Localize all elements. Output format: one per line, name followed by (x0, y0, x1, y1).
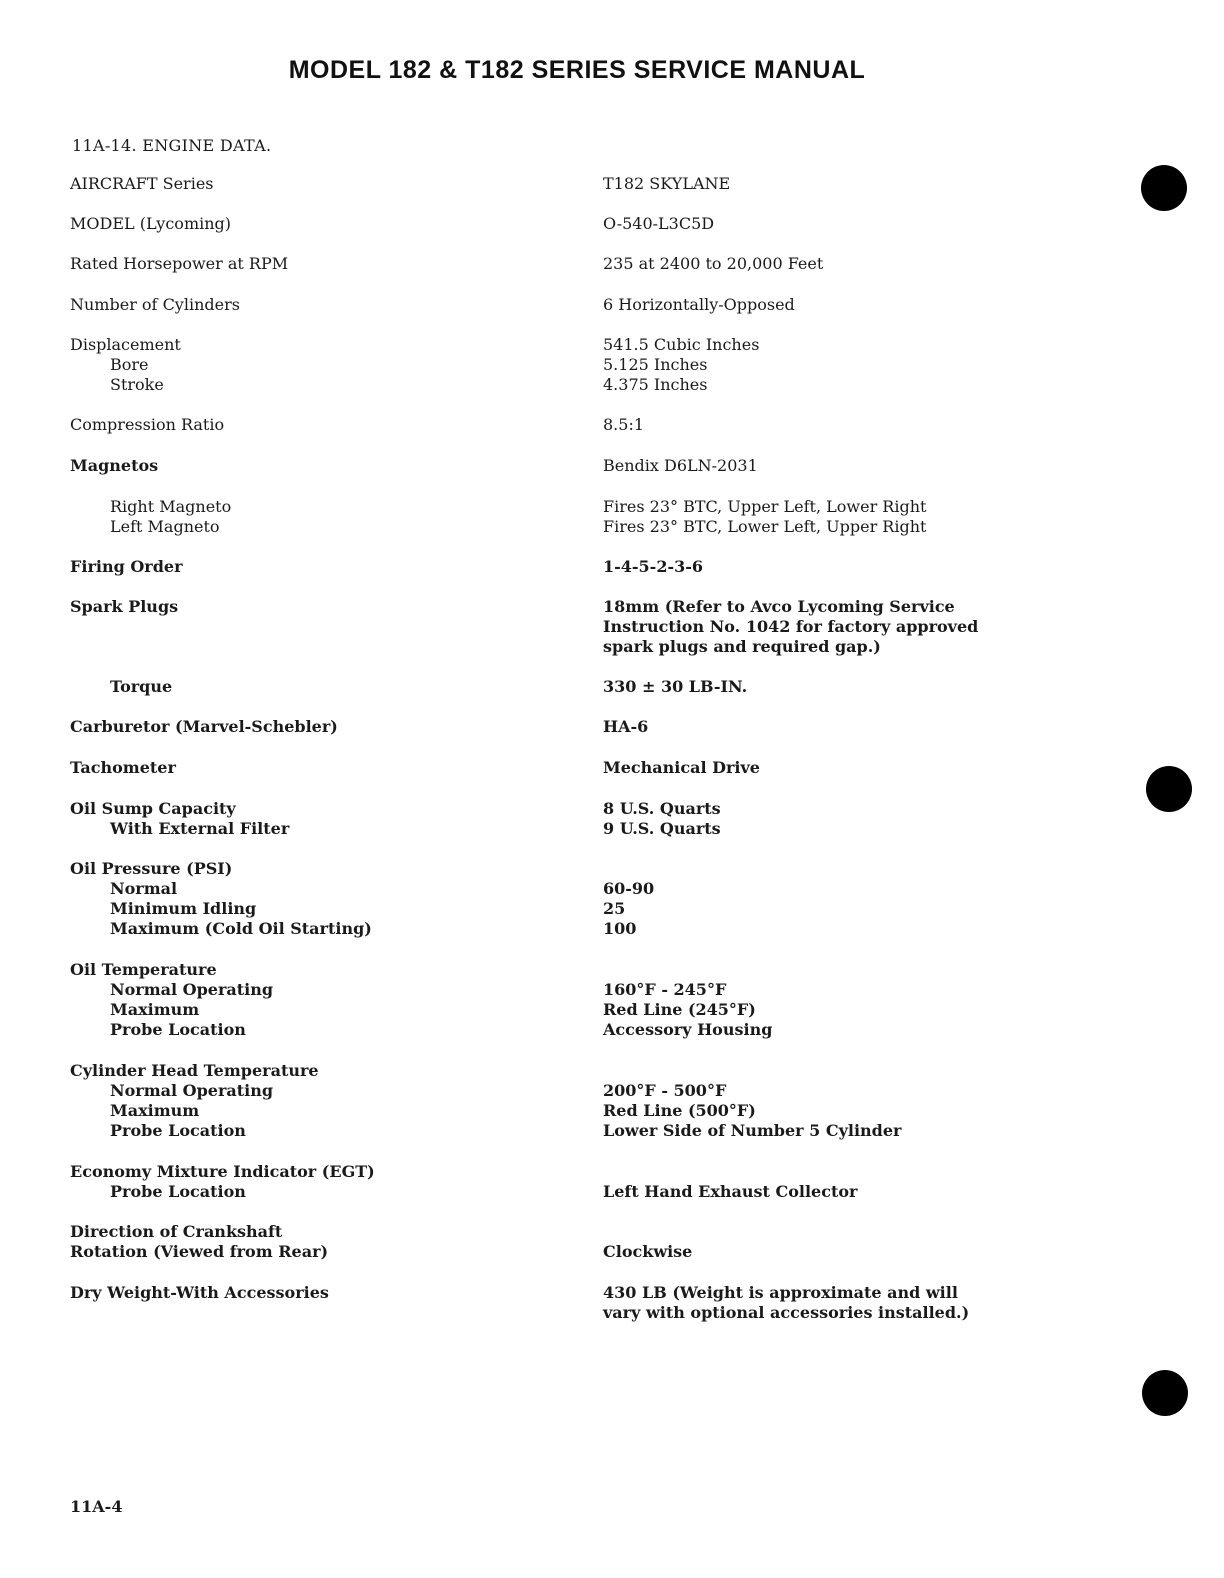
row-value: 60-90 (603, 879, 655, 898)
row-sublabel: With External Filter (110, 819, 290, 838)
row-value: Fires 23° BTC, Upper Left, Lower Right (603, 497, 927, 516)
row-label: Displacement (70, 335, 181, 354)
row-value: 8.5:1 (603, 415, 645, 434)
row-label: Tachometer (70, 758, 176, 777)
row-label: Compression Ratio (70, 415, 225, 434)
row-value: Lower Side of Number 5 Cylinder (603, 1121, 902, 1140)
row-value: Bendix D6LN-2031 (603, 456, 758, 475)
row-label: Number of Cylinders (70, 295, 240, 314)
row-value: HA-6 (603, 717, 649, 736)
row-value: 100 (603, 919, 637, 938)
row-value: 5.125 Inches (603, 355, 708, 374)
row-sublabel: Bore (110, 355, 149, 374)
page-number: 11A-4 (70, 1497, 123, 1516)
row-label: Magnetos (70, 456, 159, 475)
row-value: Clockwise (603, 1242, 693, 1261)
row-value: Fires 23° BTC, Lower Left, Upper Right (603, 517, 927, 536)
row-value: 9 U.S. Quarts (603, 819, 721, 838)
row-label: Oil Pressure (PSI) (70, 859, 233, 878)
row-label: Direction of Crankshaft (70, 1222, 283, 1241)
binder-hole-top (1141, 165, 1187, 211)
row-value: 6 Horizontally-Opposed (603, 295, 795, 314)
row-label: Rotation (Viewed from Rear) (70, 1242, 329, 1261)
row-value: 8 U.S. Quarts (603, 799, 721, 818)
row-sublabel: Left Magneto (110, 517, 220, 536)
row-sublabel: Normal Operating (110, 980, 274, 999)
row-value: 330 ± 30 LB-IN. (603, 677, 748, 696)
row-value: O-540-L3C5D (603, 214, 715, 233)
row-value (603, 859, 1003, 879)
row-value: Accessory Housing (603, 1020, 773, 1039)
row-value: Red Line (245°F) (603, 1000, 756, 1019)
row-value: Mechanical Drive (603, 758, 760, 777)
row-value: Red Line (500°F) (603, 1101, 756, 1120)
binder-hole-bottom (1142, 1370, 1188, 1416)
row-value (603, 1222, 1003, 1242)
row-label: AIRCRAFT Series (70, 174, 214, 193)
row-sublabel: Torque (110, 677, 173, 696)
row-label: Dry Weight-With Accessories (70, 1283, 329, 1302)
row-value (603, 1061, 1003, 1081)
row-value: Instruction No. 1042 for factory approved (603, 617, 979, 636)
row-sublabel: Normal Operating (110, 1081, 274, 1100)
row-label: Spark Plugs (70, 597, 179, 616)
row-label: Carburetor (Marvel-Schebler) (70, 717, 338, 736)
row-label: Firing Order (70, 557, 183, 576)
row-label: MODEL (Lycoming) (70, 214, 232, 233)
row-value (603, 1162, 1003, 1182)
binder-hole-middle (1146, 766, 1192, 812)
row-label: Economy Mixture Indicator (EGT) (70, 1162, 375, 1181)
row-sublabel: Probe Location (110, 1020, 246, 1039)
row-label: Oil Sump Capacity (70, 799, 236, 818)
row-value: 235 at 2400 to 20,000 Feet (603, 254, 824, 273)
row-value: 25 (603, 899, 626, 918)
row-value: 18mm (Refer to Avco Lycoming Service (603, 597, 955, 616)
row-sublabel: Maximum (110, 1000, 200, 1019)
page-title: MODEL 182 & T182 SERIES SERVICE MANUAL (288, 56, 866, 84)
row-value: 200°F - 500°F (603, 1081, 727, 1100)
row-sublabel: Normal (110, 879, 178, 898)
section-title: 11A-14. ENGINE DATA. (72, 136, 272, 155)
row-value: 160°F - 245°F (603, 980, 727, 999)
row-sublabel: Probe Location (110, 1182, 246, 1201)
row-value: 4.375 Inches (603, 375, 708, 394)
row-value: 430 LB (Weight is approximate and will (603, 1283, 958, 1302)
row-sublabel: Right Magneto (110, 497, 232, 516)
row-label: Rated Horsepower at RPM (70, 254, 289, 273)
row-sublabel: Probe Location (110, 1121, 246, 1140)
row-sublabel: Maximum (110, 1101, 200, 1120)
row-value: 541.5 Cubic Inches (603, 335, 760, 354)
row-sublabel: Minimum Idling (110, 899, 257, 918)
row-value (603, 960, 1003, 980)
row-sublabel: Maximum (Cold Oil Starting) (110, 919, 372, 938)
row-value: Left Hand Exhaust Collector (603, 1182, 858, 1201)
row-value: vary with optional accessories installed.) (603, 1303, 970, 1322)
row-sublabel: Stroke (110, 375, 164, 394)
row-value: T182 SKYLANE (603, 174, 731, 193)
row-value: spark plugs and required gap.) (603, 637, 881, 656)
row-label: Cylinder Head Temperature (70, 1061, 319, 1080)
row-label: Oil Temperature (70, 960, 217, 979)
row-value: 1-4-5-2-3-6 (603, 557, 703, 576)
